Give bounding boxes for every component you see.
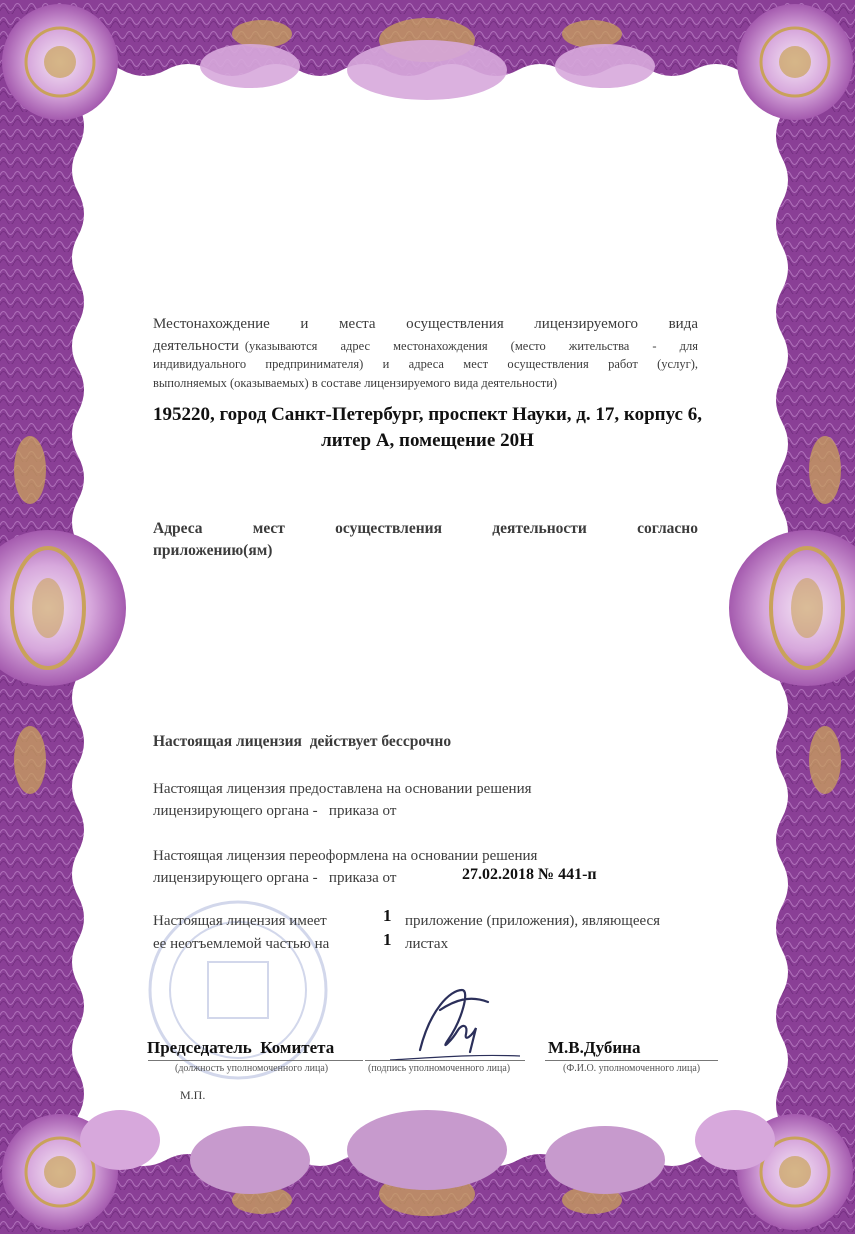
appendix-word-5: согласно: [637, 520, 698, 537]
location-heading-line4: выполняемых (оказываемых) в составе лицензируемого вида деятельности): [153, 376, 558, 390]
stamp-place: М.П.: [180, 1088, 206, 1102]
signatory-position: Председатель Комитета: [147, 1038, 335, 1057]
appendix-word-4: деятельности: [492, 520, 587, 537]
appendix-addresses-line2: приложению(ям): [153, 542, 273, 559]
caption-position: (должность уполномоченного лица): [175, 1063, 329, 1074]
appendix-sheets-count: 1: [383, 930, 392, 949]
appendix-word-3: осуществления: [335, 520, 442, 537]
appendix-addresses-line1: [153, 520, 698, 538]
location-heading-line3: индивидуального предпринимателя) и адреса мест осуществления работ (услуг),: [153, 357, 698, 371]
address-line2: литер А, помещение 20Н: [321, 430, 534, 451]
appendix-line2-b: листах: [405, 936, 449, 952]
caption-signature: (подпись уполномоченного лица): [368, 1063, 511, 1074]
granted-line2: лицензирующего органа - приказа от: [153, 803, 397, 819]
signatory-name: М.В.Дубина: [548, 1038, 641, 1057]
address-line1: 195220, город Санкт-Петербург, проспект Науки, д. 17, корпус 6,: [153, 404, 702, 425]
location-heading-line1: Местонахождение и места осуществления лицензируемого вида: [153, 316, 698, 332]
reissued-line1: Настоящая лицензия переоформлена на основании решения: [153, 848, 538, 864]
appendix-line2-a: ее неотъемлемой частью на: [153, 936, 330, 952]
reissued-line2: лицензирующего органа - приказа от: [153, 870, 397, 886]
signature-underline: [365, 1060, 525, 1061]
position-underline: [148, 1060, 363, 1061]
location-heading-activity-word: деятельности: [153, 338, 239, 354]
caption-name: (Ф.И.О. уполномоченного лица): [563, 1063, 701, 1074]
granted-line1: Настоящая лицензия предоставлена на основании решения: [153, 781, 532, 797]
appendix-line1-a: Настоящая лицензия имеет: [153, 913, 327, 929]
name-underline: [545, 1060, 718, 1061]
appendix-count: 1: [383, 906, 392, 925]
appendix-word-1: Адреса: [153, 520, 203, 537]
appendix-word-2: мест: [252, 520, 285, 537]
appendix-line1-b: приложение (приложения), являющееся: [405, 913, 661, 929]
validity-text: Настоящая лицензия действует бессрочно: [153, 733, 452, 750]
reissued-order-number: 27.02.2018 № 441-п: [462, 866, 597, 883]
location-heading-note: (указываются адрес местонахождения (место жительства - для: [244, 339, 698, 353]
